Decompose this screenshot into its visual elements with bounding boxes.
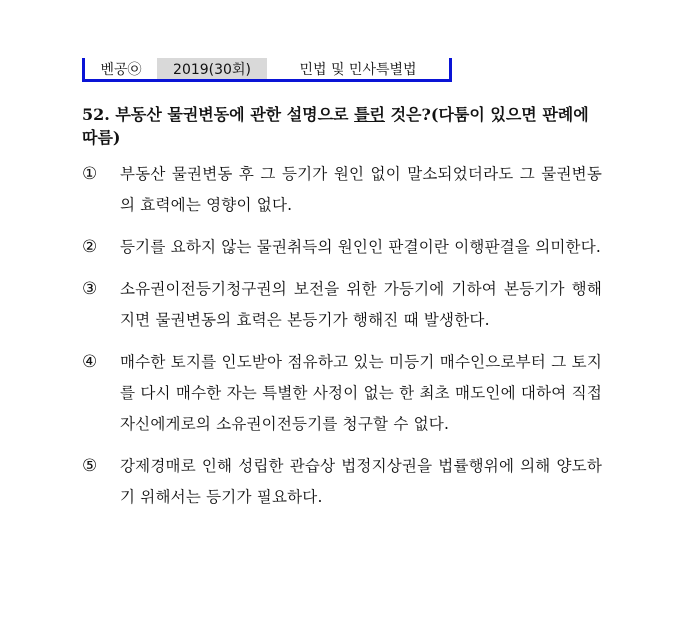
- choice-text: 소유권이전등기청구권의 보전을 위한 가등기에 기하여 본등기가 행해지면 물권변동의 효력은 본등기가 행해진 때 발생한다.: [120, 280, 602, 329]
- answer-choices: [82, 159, 602, 524]
- choice-text: 강제경매로 인해 성립한 관습상 법정지상권을 법률행위에 의해 양도하기 위해서는 등기가 필요하다.: [120, 457, 602, 506]
- question-stem: [82, 103, 602, 149]
- header-subject: 민법 및 민사특별법: [267, 58, 449, 79]
- question-underlined-word: 틀린: [354, 105, 386, 124]
- header-source: 벤공㉧: [85, 58, 157, 79]
- question-number: 52.: [82, 105, 110, 124]
- choice-4[interactable]: [82, 347, 602, 440]
- choice-mark: ②: [82, 237, 98, 257]
- choice-text: 매수한 토지를 인도받아 점유하고 있는 미등기 매수인으로부터 그 토지를 다시 매수한 자는 특별한 사정이 없는 한 최초 매도인에 대하여 직접 자신에게로의 소유권이전등기를 청구할 수 없다.: [120, 353, 602, 433]
- choice-mark: ③: [82, 279, 98, 299]
- exam-header: [82, 58, 452, 82]
- header-exam-year: 2019(30회): [157, 58, 267, 79]
- question-text-before: 부동산 물권변동에 관한 설명으로: [115, 105, 355, 124]
- choice-1[interactable]: [82, 159, 602, 221]
- question-text-after: 것은?(다툼이 있으면 판례에 따름): [82, 105, 589, 147]
- choice-mark: ④: [82, 352, 98, 372]
- choice-mark: ⑤: [82, 456, 98, 476]
- choice-text: 등기를 요하지 않는 물권취득의 원인인 판결이란 이행판결을 의미한다.: [120, 238, 602, 256]
- choice-mark: ①: [82, 164, 98, 184]
- choice-text: 부동산 물권변동 후 그 등기가 원인 없이 말소되었더라도 그 물권변동의 효력에는 영향이 없다.: [120, 165, 602, 214]
- choice-3[interactable]: [82, 274, 602, 336]
- choice-2[interactable]: [82, 232, 602, 263]
- choice-5[interactable]: [82, 451, 602, 513]
